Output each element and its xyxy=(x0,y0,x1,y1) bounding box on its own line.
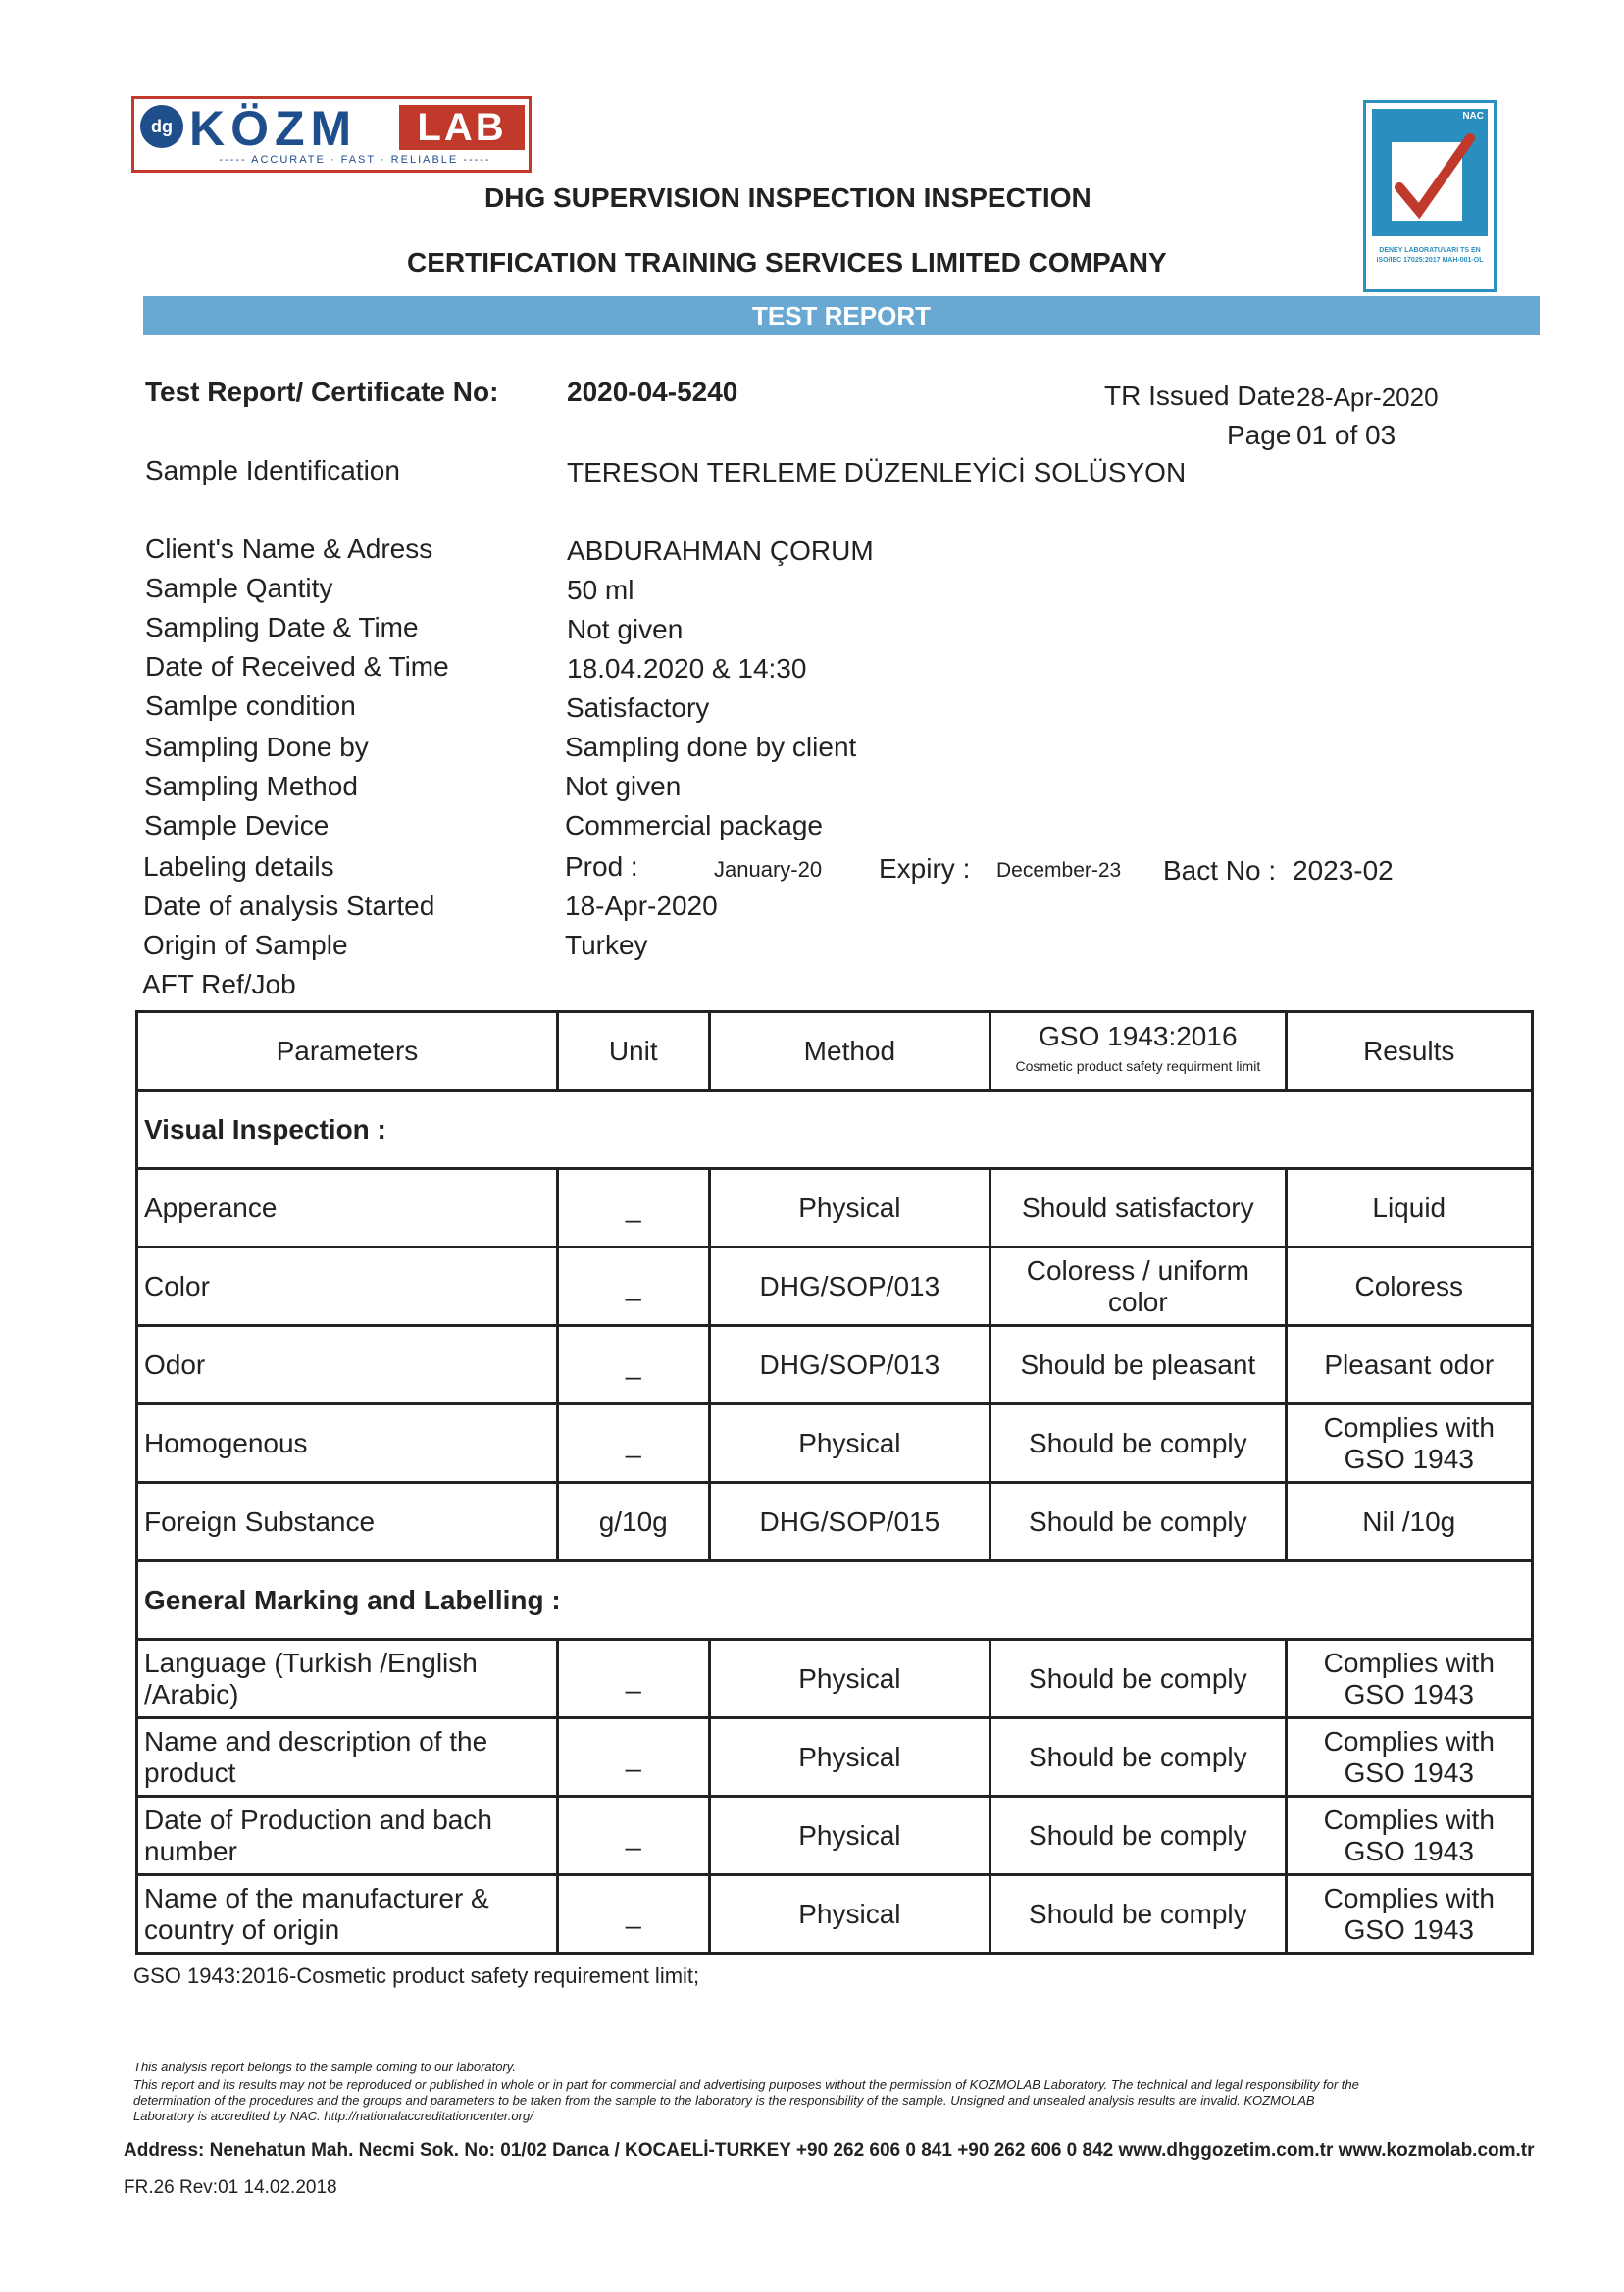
gso-footnote: GSO 1943:2016-Cosmetic product safety requirement limit; xyxy=(133,1963,700,1988)
param-cell: Color xyxy=(137,1248,558,1326)
logo-brand-right: LAB xyxy=(399,105,525,150)
limit-cell: Should be comply xyxy=(990,1404,1286,1483)
detail-value-received-date: 18.04.2020 & 14:30 xyxy=(567,653,807,684)
table-header-row xyxy=(137,1012,1533,1091)
unit-cell: _ xyxy=(557,1326,709,1404)
limit-cell: Should be comply xyxy=(990,1718,1286,1797)
detail-label-aft-ref: AFT Ref/Job xyxy=(142,969,296,999)
detail-label-labeling: Labeling details xyxy=(143,851,334,882)
result-cell: Liquid xyxy=(1286,1169,1532,1248)
method-cell: Physical xyxy=(709,1875,990,1954)
unit-cell: _ xyxy=(557,1248,709,1326)
unit-cell: _ xyxy=(557,1640,709,1718)
detail-label-sample-identification: Sample Identification xyxy=(145,455,400,485)
form-reference: FR.26 Rev:01 14.02.2018 xyxy=(124,2177,337,2198)
accreditation-panel xyxy=(1372,109,1488,236)
header-method: Method xyxy=(709,1012,990,1091)
page-label: Page xyxy=(1227,420,1292,450)
detail-value-origin: Turkey xyxy=(565,930,648,960)
param-cell: Foreign Substance xyxy=(137,1483,558,1561)
prod-label: Prod : xyxy=(565,851,638,882)
detail-label-quantity: Sample Qantity xyxy=(145,573,333,603)
kozmolab-logo xyxy=(131,96,532,173)
table-row xyxy=(137,1483,1533,1561)
param-cell: Language (Turkish /English /Arabic) xyxy=(137,1640,558,1718)
section-general-marking: General Marking and Labelling : xyxy=(137,1561,1533,1640)
detail-value-analysis-started: 18-Apr-2020 xyxy=(565,891,718,921)
result-cell: Complies with GSO 1943 xyxy=(1286,1797,1532,1875)
accreditation-text: DENEY LABORATUVARI TS EN ISO/IEC 17025:2017 MAH-001-OL xyxy=(1376,247,1484,264)
bact-label: Bact No : xyxy=(1163,855,1277,886)
table-row xyxy=(137,1718,1533,1797)
table-row xyxy=(137,1248,1533,1326)
header-gso xyxy=(990,1012,1286,1091)
test-report-banner: TEST REPORT xyxy=(143,296,1540,335)
method-cell: DHG/SOP/013 xyxy=(709,1248,990,1326)
unit-cell: _ xyxy=(557,1169,709,1248)
method-cell: Physical xyxy=(709,1169,990,1248)
issued-date: 28-Apr-2020 xyxy=(1296,382,1439,412)
detail-value-client: ABDURAHMAN ÇORUM xyxy=(567,535,874,566)
method-cell: DHG/SOP/013 xyxy=(709,1326,990,1404)
unit-cell: _ xyxy=(557,1404,709,1483)
detail-label-sample-device: Sample Device xyxy=(144,810,330,840)
disclaimer-body: This report and its results may not be reproduced or published in whole or in part for commercial and advertising purposes without the permission of KOZMOLAB Laboratory. The technical and legal responsibility for the determination of the procedures and the groups and parameters to be taken from the sample to the laboratory is the responsibility of the sample. Unsigned and unsealed analysis results are invalid. KOZMOLAB Laboratory is accredited by NAC. http://nationalaccreditationcenter.org/ xyxy=(133,2077,1359,2123)
company-heading-line1: DHG SUPERVISION INSPECTION INSPECTION xyxy=(484,182,1091,213)
table-row xyxy=(137,1875,1533,1954)
table-row xyxy=(137,1404,1533,1483)
detail-value-sampling-date: Not given xyxy=(567,614,684,644)
unit-cell: _ xyxy=(557,1875,709,1954)
detail-label-sampling-date: Sampling Date & Time xyxy=(145,612,419,642)
limit-cell: Should satisfactory xyxy=(990,1169,1286,1248)
detail-value-sample-device: Commercial package xyxy=(565,810,823,840)
detail-value-condition: Satisfactory xyxy=(566,692,710,723)
limit-cell: Should be comply xyxy=(990,1797,1286,1875)
method-cell: Physical xyxy=(709,1797,990,1875)
result-cell: Complies with GSO 1943 xyxy=(1286,1640,1532,1718)
param-cell: Homogenous xyxy=(137,1404,558,1483)
header-gso-subtitle: Cosmetic product safety requirment limit xyxy=(1015,1057,1261,1074)
detail-label-sampling-method: Sampling Method xyxy=(144,771,358,801)
method-cell: DHG/SOP/015 xyxy=(709,1483,990,1561)
detail-label-condition: Samlpe condition xyxy=(145,690,356,721)
table-row xyxy=(137,1797,1533,1875)
detail-value-sampling-method: Not given xyxy=(565,771,682,801)
result-cell: Nil /10g xyxy=(1286,1483,1532,1561)
param-cell: Date of Production and bach number xyxy=(137,1797,558,1875)
bact-value: 2023-02 xyxy=(1293,855,1394,886)
expiry-value: December-23 xyxy=(996,859,1122,882)
table-row xyxy=(137,1640,1533,1718)
param-cell: Apperance xyxy=(137,1169,558,1248)
header-results: Results xyxy=(1286,1012,1532,1091)
dg-seal-icon: dg xyxy=(140,105,183,148)
prod-value: January-20 xyxy=(714,857,823,882)
nac-label: NAC xyxy=(1462,111,1484,122)
header-unit: Unit xyxy=(557,1012,709,1091)
logo-brand-left: KÖZM xyxy=(189,101,358,156)
section-visual-inspection: Visual Inspection : xyxy=(137,1091,1533,1169)
limit-cell: Should be comply xyxy=(990,1483,1286,1561)
certificate-number: 2020-04-5240 xyxy=(567,377,738,407)
table-row xyxy=(137,1326,1533,1404)
table-row xyxy=(137,1169,1533,1248)
section-row-visual xyxy=(137,1091,1533,1169)
header-gso-title: GSO 1943:2016 xyxy=(1039,1020,1238,1051)
logo-tagline: ----- ACCURATE · FAST · RELIABLE ----- xyxy=(219,154,491,166)
company-heading-line2: CERTIFICATION TRAINING SERVICES LIMITED COMPANY xyxy=(407,247,1167,278)
param-cell: Odor xyxy=(137,1326,558,1404)
unit-cell: g/10g xyxy=(557,1483,709,1561)
method-cell: Physical xyxy=(709,1404,990,1483)
method-cell: Physical xyxy=(709,1718,990,1797)
result-cell: Complies with GSO 1943 xyxy=(1286,1718,1532,1797)
unit-cell: _ xyxy=(557,1718,709,1797)
detail-label-received-date: Date of Received & Time xyxy=(145,651,449,682)
method-cell: Physical xyxy=(709,1640,990,1718)
result-cell: Complies with GSO 1943 xyxy=(1286,1875,1532,1954)
nac-accreditation-mark xyxy=(1363,100,1497,292)
result-cell: Pleasant odor xyxy=(1286,1326,1532,1404)
expiry-label: Expiry : xyxy=(879,853,971,884)
detail-value-sample-identification: TERESON TERLEME DÜZENLEYİCİ SOLÜSYON xyxy=(567,457,1187,487)
detail-value-quantity: 50 ml xyxy=(567,575,634,605)
limit-cell: Should be comply xyxy=(990,1640,1286,1718)
disclaimer-line1: This analysis report belongs to the sample coming to our laboratory. xyxy=(133,2060,516,2074)
param-cell: Name of the manufacturer & country of origin xyxy=(137,1875,558,1954)
detail-label-origin: Origin of Sample xyxy=(143,930,348,960)
unit-cell: _ xyxy=(557,1797,709,1875)
detail-value-sampling-done-by: Sampling done by client xyxy=(565,732,857,762)
limit-cell: Coloress / uniform color xyxy=(990,1248,1286,1326)
limit-cell: Should be pleasant xyxy=(990,1326,1286,1404)
company-address: Address: Nenehatun Mah. Necmi Sok. No: 01/02 Darıca / KOCAELİ-TURKEY +90 262 606 0 841 +90 262 606 0 842 www.dhggozetim.com.tr www.kozmolab.com.tr xyxy=(124,2140,1535,2161)
limit-cell: Should be comply xyxy=(990,1875,1286,1954)
param-cell: Name and description of the product xyxy=(137,1718,558,1797)
page-value: 01 of 03 xyxy=(1296,420,1396,450)
detail-label-sampling-done-by: Sampling Done by xyxy=(144,732,369,762)
section-row-labelling xyxy=(137,1561,1533,1640)
results-table xyxy=(135,1010,1534,1955)
detail-label-client: Client's Name & Adress xyxy=(145,534,433,564)
result-cell: Coloress xyxy=(1286,1248,1532,1326)
issued-date-label: TR Issued Date xyxy=(1104,381,1295,411)
certificate-label: Test Report/ Certificate No: xyxy=(145,377,499,407)
checkmark-icon xyxy=(1386,128,1476,227)
result-cell: Complies with GSO 1943 xyxy=(1286,1404,1532,1483)
header-parameters: Parameters xyxy=(137,1012,558,1091)
detail-label-analysis-started: Date of analysis Started xyxy=(143,891,435,921)
